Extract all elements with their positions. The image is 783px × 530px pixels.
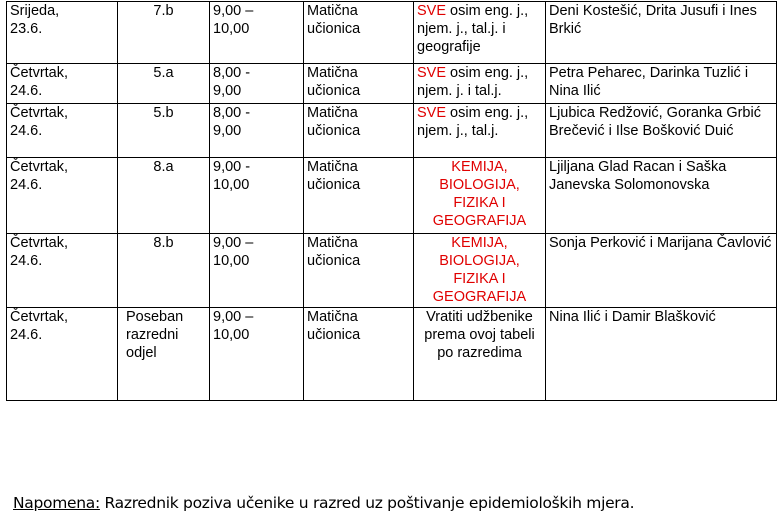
teachers-cell — [546, 308, 777, 401]
teachers-text: Petra Peharec, Darinka Tuzlić i Nina Ilić — [549, 65, 749, 99]
subject-highlight: KEMIJA, BIOLOGIJA, FIZIKA I GEOGRAFIJA — [432, 235, 527, 305]
class-cell — [118, 2, 210, 64]
teachers-text: Sonja Perković i Marijana Čavlović — [549, 235, 772, 251]
table-row — [7, 2, 777, 64]
subject-cell — [414, 104, 546, 158]
cell-line: odjel — [126, 345, 157, 361]
cell-line: 24.6. — [10, 123, 43, 139]
date-cell — [7, 234, 118, 308]
cell-line: Matična — [307, 3, 358, 19]
cell-line: Četvrtak, — [10, 309, 69, 325]
cell-line: učionica — [307, 21, 361, 37]
cell-line: učionica — [307, 327, 361, 343]
cell-line: Matična — [307, 309, 358, 325]
schedule-table — [6, 1, 777, 401]
cell-line: Poseban — [126, 309, 184, 325]
footnote-text: Razrednik poziva učenike u razred uz poštivanje epidemioloških mjera. — [99, 494, 635, 512]
cell-line: 8.b — [153, 235, 174, 251]
cell-line: 9,00 – — [213, 309, 254, 325]
room-cell — [304, 234, 414, 308]
footnote — [13, 494, 634, 512]
cell-line: Četvrtak, — [10, 235, 69, 251]
class-cell — [118, 104, 210, 158]
cell-line: 5.a — [153, 65, 174, 81]
time-cell — [210, 158, 304, 234]
class-cell — [118, 64, 210, 104]
cell-line: Matična — [307, 159, 358, 175]
teachers-cell — [546, 104, 777, 158]
subject-cell — [414, 234, 546, 308]
room-cell — [304, 2, 414, 64]
room-cell — [304, 64, 414, 104]
cell-line: 24.6. — [10, 253, 43, 269]
subject-text: osim eng. j., njem. j. i tal.j. — [417, 65, 529, 99]
cell-line: 8.a — [153, 159, 174, 175]
teachers-cell — [546, 2, 777, 64]
cell-line: 23.6. — [10, 21, 43, 37]
cell-line: Četvrtak, — [10, 159, 69, 175]
subject-highlight: SVE — [417, 105, 447, 121]
date-cell — [7, 308, 118, 401]
date-cell — [7, 104, 118, 158]
date-cell — [7, 64, 118, 104]
date-cell — [7, 2, 118, 64]
time-cell — [210, 64, 304, 104]
cell-line: Matična — [307, 235, 358, 251]
room-cell — [304, 104, 414, 158]
cell-line: 24.6. — [10, 177, 43, 193]
teachers-cell — [546, 234, 777, 308]
date-cell — [7, 158, 118, 234]
teachers-cell — [546, 64, 777, 104]
subject-cell — [414, 2, 546, 64]
cell-line: 9,00 — [213, 83, 242, 99]
cell-line: 24.6. — [10, 327, 43, 343]
cell-line: 9,00 - — [213, 159, 251, 175]
subject-text: osim eng. j., njem. j., tal.j. — [417, 105, 529, 139]
time-cell — [210, 308, 304, 401]
subject-text: Vratiti udžbenike prema ovoj tabeli po razredima — [424, 309, 535, 361]
table-row — [7, 234, 777, 308]
teachers-text: Ljubica Redžović, Goranka Grbić Brečević i Ilse Bošković Duić — [549, 105, 761, 139]
cell-line: 9,00 – — [213, 3, 254, 19]
cell-line: Matična — [307, 65, 358, 81]
subject-cell — [414, 308, 546, 401]
cell-line: 10,00 — [213, 177, 250, 193]
subject-cell — [414, 64, 546, 104]
cell-line: učionica — [307, 83, 361, 99]
cell-line: Četvrtak, — [10, 105, 69, 121]
subject-text: osim eng. j., njem. j., tal.j. i geografije — [417, 3, 529, 55]
cell-line: 8,00 - — [213, 65, 251, 81]
cell-line: 10,00 — [213, 21, 250, 37]
subject-cell — [414, 158, 546, 234]
cell-line: učionica — [307, 177, 361, 193]
teachers-cell — [546, 158, 777, 234]
cell-line: Matična — [307, 105, 358, 121]
class-cell — [118, 158, 210, 234]
teachers-text: Ljiljana Glad Racan i Saška Janevska Solomonovska — [549, 159, 727, 193]
cell-line: 10,00 — [213, 253, 250, 269]
subject-highlight: KEMIJA, BIOLOGIJA, FIZIKA I GEOGRAFIJA — [432, 159, 527, 229]
cell-line: 9,00 — [213, 123, 242, 139]
cell-line: 24.6. — [10, 83, 43, 99]
cell-line: Srijeda, — [10, 3, 60, 19]
teachers-text: Nina Ilić i Damir Blašković — [549, 309, 716, 325]
table-row — [7, 308, 777, 401]
room-cell — [304, 158, 414, 234]
cell-line: 8,00 - — [213, 105, 251, 121]
cell-line: učionica — [307, 123, 361, 139]
room-cell — [304, 308, 414, 401]
cell-line: razredni — [126, 327, 179, 343]
cell-line: 10,00 — [213, 327, 250, 343]
cell-line: Četvrtak, — [10, 65, 69, 81]
time-cell — [210, 234, 304, 308]
cell-line: 5.b — [153, 105, 174, 121]
cell-line: 7.b — [153, 3, 174, 19]
subject-highlight: SVE — [417, 3, 447, 19]
class-cell — [118, 234, 210, 308]
table-row — [7, 64, 777, 104]
cell-line: 9,00 – — [213, 235, 254, 251]
subject-highlight: SVE — [417, 65, 447, 81]
time-cell — [210, 104, 304, 158]
cell-line: učionica — [307, 253, 361, 269]
footnote-label: Napomena: — [13, 494, 100, 512]
class-cell — [118, 308, 210, 401]
table-row — [7, 158, 777, 234]
time-cell — [210, 2, 304, 64]
teachers-text: Deni Kostešić, Drita Jusufi i Ines Brkić — [549, 3, 757, 37]
table-row — [7, 104, 777, 158]
